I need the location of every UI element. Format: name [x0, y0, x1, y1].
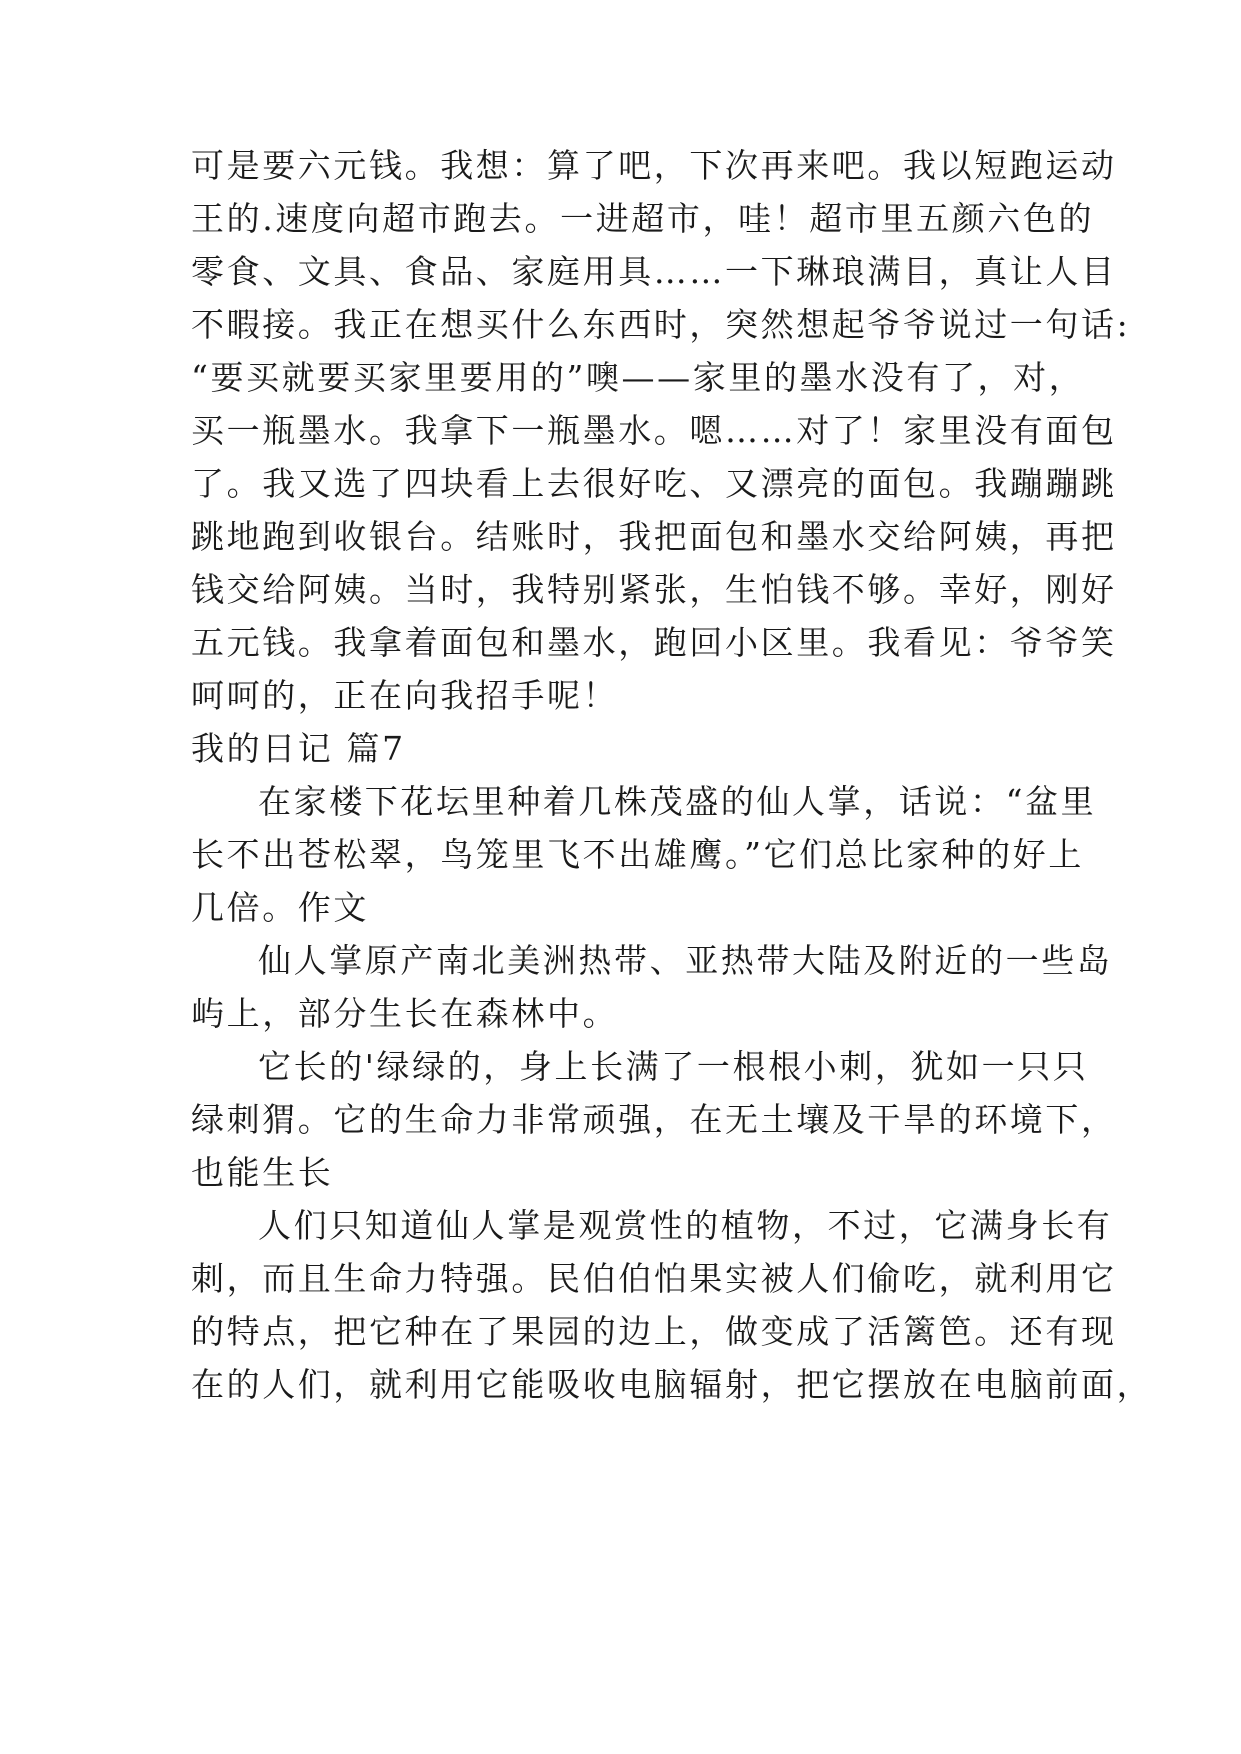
text-line: 刺，而且生命力特强。民伯伯怕果实被人们偷吃，就利用它 [191, 1259, 1117, 1298]
text-line: 零食、文具、食品、家庭用具……一下琳琅满目，真让人目 [191, 252, 1117, 291]
text-line: 钱交给阿姨。当时，我特别紧张，生怕钱不够。幸好，刚好 [191, 570, 1117, 609]
text-line: 可是要六元钱。我想：算了吧，下次再来吧。我以短跑运动 [191, 146, 1117, 185]
text-line: 在家楼下花坛里种着几株茂盛的仙人掌，话说：“盆里 [258, 782, 1097, 821]
text-line: 的特点，把它种在了果园的边上，做变成了活篱笆。还有现 [191, 1312, 1117, 1351]
text-line: 不暇接。我正在想买什么东西时，突然想起爷爷说过一句话: [191, 305, 1131, 344]
text-line: 仙人掌原产南北美洲热带、亚热带大陆及附近的一些岛 [258, 941, 1113, 980]
text-line: 了。我又选了四块看上去很好吃、又漂亮的面包。我蹦蹦跳 [191, 464, 1117, 503]
text-line: 王的.速度向超市跑去。一进超市，哇！超市里五颜六色的 [191, 199, 1095, 238]
text-line: “要买就要买家里要用的”噢——家里的墨水没有了，对， [191, 358, 1085, 397]
text-line: 它长的'绿绿的，身上长满了一根根小刺，犹如一只只 [258, 1047, 1089, 1086]
text-line: 五元钱。我拿着面包和墨水，跑回小区里。我看见：爷爷笑 [191, 623, 1117, 662]
text-line: 长不出苍松翠，鸟笼里飞不出雄鹰。”它们总比家种的好上 [191, 835, 1084, 874]
text-line: 几倍。作文 [191, 888, 369, 927]
text-line: 绿刺猬。它的生命力非常顽强，在无土壤及干旱的环境下， [191, 1100, 1117, 1139]
text-line: 在的人们，就利用它能吸收电脑辐射，把它摆放在电脑前面， [191, 1365, 1153, 1404]
text-line: 买一瓶墨水。我拿下一瓶墨水。嗯……对了！家里没有面包 [191, 411, 1117, 450]
text-line: 也能生长 [191, 1153, 334, 1192]
section-heading: 我的日记 篇7 [191, 729, 406, 768]
text-line: 屿上，部分生长在森林中。 [191, 994, 619, 1033]
text-line: 人们只知道仙人掌是观赏性的植物，不过，它满身长有 [258, 1206, 1113, 1245]
text-line: 呵呵的，正在向我招手呢！ [191, 676, 619, 715]
text-line: 跳地跑到收银台。结账时，我把面包和墨水交给阿姨，再把 [191, 517, 1117, 556]
